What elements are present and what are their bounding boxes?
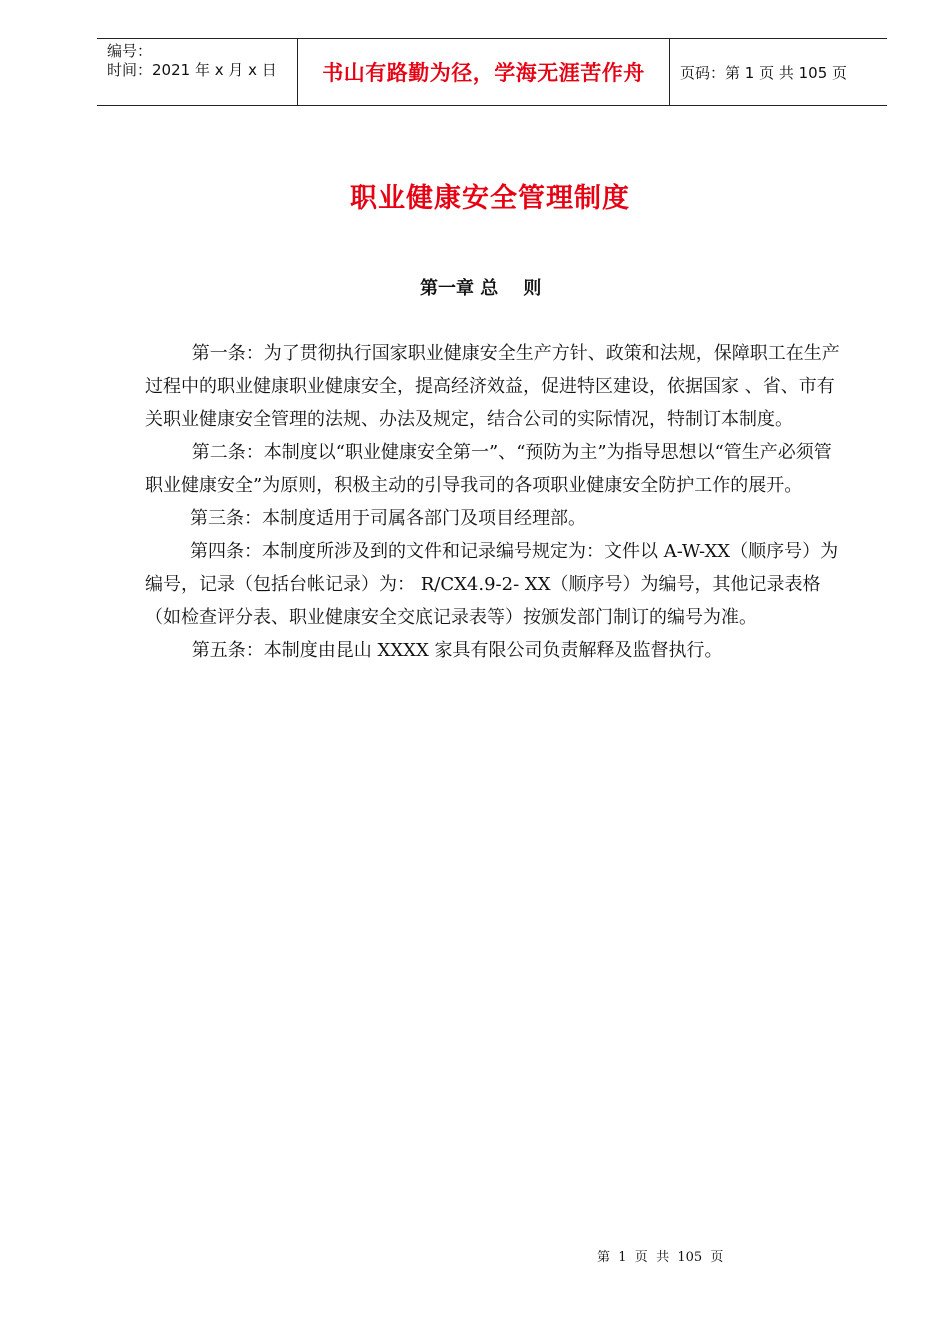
article-5: 第五条：本制度由昆山 XXXX 家具有限公司负责解释及监督执行。: [191, 640, 723, 661]
document-time-label: 时间：2021 年 x 月 x 日: [107, 61, 277, 79]
article-4: 第四条：本制度所涉及到的文件和记录编号规定为：文件以 A-W-XX（顺序号）为编号，记录（包括台帐记录）为： R/CX4.9-2- XX（顺序号）为编号，其他记录表格（如检查评分表、职业健康安全交底记录表等）按颁发部门制订的编号为准。: [145, 541, 839, 628]
header-page-info: 页码：第 1 页 共 105 页: [680, 63, 848, 82]
page-footer: 第 1 页 共 105 页: [597, 1250, 724, 1265]
header-meta: [97, 39, 298, 105]
article-3: 第三条：本制度适用于司属各部门及项目经理部。: [190, 508, 586, 529]
document-title: 职业健康安全管理制度: [350, 183, 630, 214]
document-body: [145, 337, 845, 667]
page-header: [97, 38, 887, 106]
document-number-label: 编号：: [107, 42, 153, 60]
article-2: 第二条：本制度以“职业健康安全第一”、“预防为主”为指导思想以“管生产必须管职业健康安全”为原则，积极主动的引导我司的各项职业健康安全防护工作的展开。: [145, 442, 832, 496]
chapter-heading: 第一章 总 则: [420, 278, 542, 299]
article-1: 第一条：为了贯彻执行国家职业健康安全生产方针、政策和法规，保障职工在生产过程中的职业健康职业健康安全，提高经济效益，促进特区建设，依据国家 、省、市有关职业健康安全管理的法规、办法及规定，结合公司的实际情况，特制订本制度。: [145, 343, 840, 430]
header-motto: 书山有路勤为径，学海无涯苦作舟: [298, 39, 670, 105]
